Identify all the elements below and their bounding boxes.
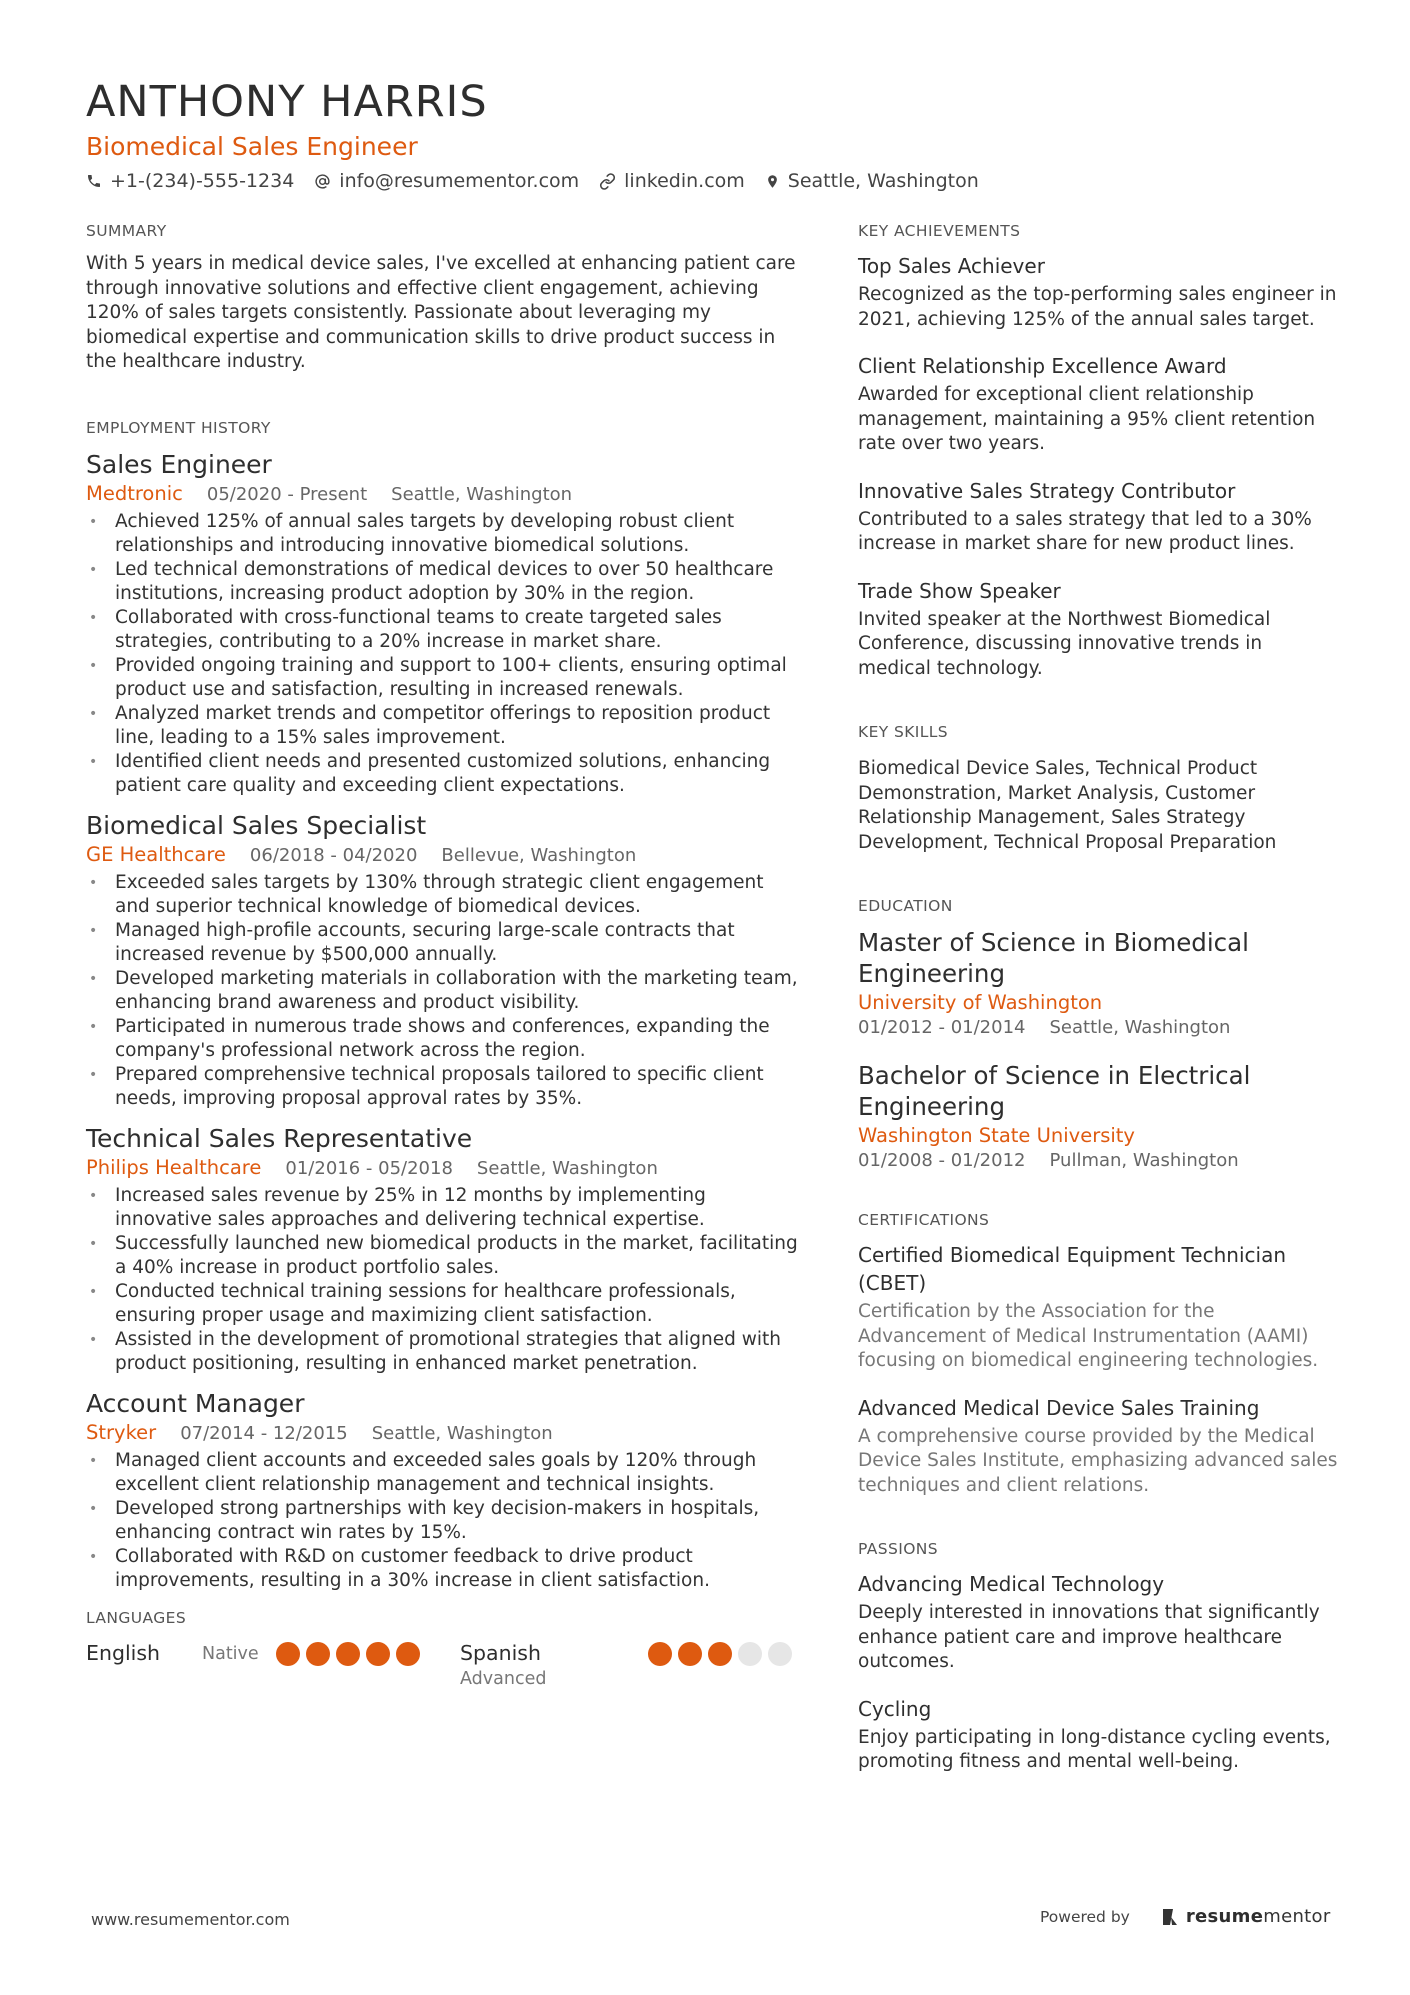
job-entry — [86, 1123, 804, 1376]
language-level: Advanced — [460, 1668, 547, 1689]
rating-dot-filled — [306, 1642, 330, 1666]
passion-title: Cycling — [858, 1696, 932, 1721]
achievement-item — [858, 477, 1338, 557]
brand-light: mentor — [1263, 1906, 1331, 1927]
bullet-item: • Conducted technical training sessions for healthcare professionals, ensuring proper usage and maximizing client satisfaction. — [86, 1280, 804, 1328]
job-company: Stryker — [86, 1420, 157, 1444]
section-label: EMPLOYMENT HISTORY — [86, 418, 271, 437]
job-company: Philips Healthcare — [86, 1155, 262, 1179]
candidate-name: ANTHONY HARRIS — [86, 77, 488, 127]
bullet-item: • Collaborated with cross-functional teams to create targeted sales strategies, contributing to a 20% increase in market share. — [86, 606, 804, 654]
education-dates: 01/2008 - 01/2012 — [858, 1150, 1026, 1171]
achievement-text: Contributed to a sales strategy that led to a 30% increase in market share for new product lines. — [858, 508, 1312, 554]
rating-dot-filled — [366, 1642, 390, 1666]
education-section — [858, 895, 1338, 1173]
education-school: Washington State University — [858, 1124, 1135, 1147]
achievement-text: Recognized as the top-performing sales engineer in 2021, achieving 125% of the annual sales target. — [858, 284, 1337, 330]
language-spanish — [460, 1639, 798, 1691]
contact-linkedin[interactable] — [599, 166, 745, 196]
resumementor-logo-icon — [1160, 1907, 1180, 1927]
employment-section — [86, 417, 804, 1593]
bullet-item: • Managed client accounts and exceeded sales goals by 120% through excellent client relationship management and technical insights. — [86, 1449, 804, 1497]
contact-linkedin-text: linkedin.com — [624, 170, 745, 192]
job-title: Biomedical Sales Specialist — [86, 810, 427, 840]
job-entry — [86, 810, 804, 1111]
rating-dots — [648, 1639, 798, 1666]
rating-dot-empty — [768, 1642, 792, 1666]
job-dates: 07/2014 - 12/2015 — [180, 1422, 348, 1444]
rating-dot-filled — [678, 1642, 702, 1666]
contact-location — [765, 166, 979, 196]
bullet-item: • Successfully launched new biomedical products in the market, facilitating a 40% increase in product portfolio sales. — [86, 1232, 804, 1280]
rating-dots — [276, 1639, 426, 1666]
education-item — [858, 927, 1338, 1040]
education-degree: Bachelor of Science in Electrical Engineering — [858, 1061, 1251, 1121]
rating-dot-filled — [648, 1642, 672, 1666]
bullet-item: • Exceeded sales targets by 130% through strategic client engagement and superior technical knowledge of biomedical devices. — [86, 871, 804, 919]
job-title: Sales Engineer — [86, 449, 272, 479]
bullet-item: • Achieved 125% of annual sales targets by developing robust client relationships and introducing innovative biomedical solutions. — [86, 510, 804, 558]
job-bullets — [86, 1184, 804, 1376]
brand-bold: resume — [1185, 1906, 1264, 1927]
link-icon — [599, 173, 616, 190]
education-location: Seattle, Washington — [1049, 1017, 1231, 1038]
job-location: Bellevue, Washington — [441, 844, 637, 866]
powered-by-label: Powered by — [1040, 1907, 1130, 1926]
resume-header — [86, 74, 1326, 196]
achievements-section — [858, 220, 1338, 681]
job-bullets — [86, 871, 804, 1111]
certification-item — [858, 1394, 1338, 1499]
achievement-title: Client Relationship Excellence Award — [858, 354, 1227, 378]
contact-bar — [86, 166, 1326, 196]
section-label: KEY SKILLS — [858, 723, 949, 741]
bullet-item: • Provided ongoing training and support to 100+ clients, ensuring optimal product use and satisfaction, resulting in increased renewals. — [86, 654, 804, 702]
achievement-item — [858, 352, 1338, 457]
summary-section — [86, 220, 804, 375]
certification-title: Certified Biomedical Equipment Technician (CBET) — [858, 1243, 1286, 1295]
summary-text: With 5 years in medical device sales, I've excelled at enhancing patient care through innovative solutions and effective client engagement, achieving 120% of sales targets consistently. Passionate about leveraging my biomedical expertise and communication skills to drive product success in the healthcare industry. — [86, 253, 796, 372]
achievement-title: Top Sales Achiever — [858, 254, 1045, 278]
education-degree: Master of Science in Biomedical Engineering — [858, 928, 1249, 988]
footer-brand — [1040, 1906, 1331, 1927]
achievement-item — [858, 252, 1338, 332]
education-school: University of Washington — [858, 991, 1103, 1014]
achievement-text: Awarded for exceptional client relationship management, maintaining a 95% client retention rate over two years. — [858, 384, 1316, 454]
skills-section — [858, 721, 1338, 855]
passion-item — [858, 1695, 1338, 1775]
section-label: CERTIFICATIONS — [858, 1211, 990, 1229]
job-location: Seattle, Washington — [391, 483, 573, 505]
job-dates: 01/2016 - 05/2018 — [285, 1157, 453, 1179]
job-title: Technical Sales Representative — [86, 1123, 473, 1153]
education-dates: 01/2012 - 01/2014 — [858, 1017, 1026, 1038]
achievement-item — [858, 577, 1338, 682]
bullet-item: • Analyzed market trends and competitor offerings to reposition product line, leading to a 15% sales improvement. — [86, 702, 804, 750]
location-pin-icon — [765, 173, 780, 190]
passions-section — [858, 1538, 1338, 1775]
language-english — [86, 1639, 460, 1667]
certification-text: A comprehensive course provided by the Medical Device Sales Institute, emphasizing advanced sales techniques and client relations. — [858, 1425, 1338, 1496]
contact-email-text: info@resumementor.com — [339, 170, 580, 192]
job-dates: 06/2018 - 04/2020 — [249, 844, 418, 866]
section-label: KEY ACHIEVEMENTS — [858, 222, 1021, 240]
language-level: Native — [202, 1643, 259, 1664]
language-name: English — [86, 1640, 161, 1665]
job-dates: 05/2020 - Present — [206, 483, 368, 505]
job-company: Medtronic — [86, 481, 183, 505]
job-entry — [86, 449, 804, 798]
skills-text: Biomedical Device Sales, Technical Product Demonstration, Market Analysis, Customer Relationship Management, Sales Strategy Development, Technical Proposal Preparation — [858, 758, 1277, 853]
section-label: LANGUAGES — [86, 1608, 187, 1627]
at-icon — [314, 173, 331, 190]
right-column — [858, 220, 1338, 1819]
passion-text: Deeply interested in innovations that significantly enhance patient care and improve healthcare outcomes. — [858, 1602, 1320, 1672]
certification-text: Certification by the Association for the Advancement of Medical Instrumentation (AAMI) focusing on biomedical engineering technologies. — [858, 1301, 1319, 1371]
bullet-item: • Managed high-profile accounts, securing large-scale contracts that increased revenue by $500,000 annually. — [86, 919, 804, 967]
job-location: Seattle, Washington — [476, 1157, 658, 1179]
job-company: GE Healthcare — [86, 842, 226, 866]
phone-icon — [86, 173, 102, 189]
achievement-title: Trade Show Speaker — [858, 578, 1061, 603]
bullet-item: • Identified client needs and presented customized solutions, enhancing patient care quality and exceeding client expectations. — [86, 750, 804, 798]
contact-email[interactable] — [314, 166, 579, 196]
education-location: Pullman, Washington — [1049, 1150, 1239, 1171]
section-label: EDUCATION — [858, 897, 953, 915]
rating-dot-empty — [738, 1642, 762, 1666]
rating-dot-filled — [336, 1642, 360, 1666]
achievement-title: Innovative Sales Strategy Contributor — [858, 478, 1236, 503]
rating-dot-filled — [276, 1642, 300, 1666]
contact-phone[interactable] — [86, 166, 294, 196]
job-bullets — [86, 1449, 804, 1593]
education-item — [858, 1060, 1338, 1173]
bullet-item: • Developed marketing materials in collaboration with the marketing team, enhancing brand awareness and product visibility. — [86, 967, 804, 1015]
bullet-item: • Developed strong partnerships with key decision-makers in hospitals, enhancing contract win rates by 15%. — [86, 1497, 804, 1545]
language-name: Spanish — [460, 1640, 541, 1665]
bullet-item: • Collaborated with R&D on customer feedback to drive product improvements, resulting in a 30% increase in client satisfaction. — [86, 1545, 804, 1593]
achievement-text: Invited speaker at the Northwest Biomedical Conference, discussing innovative trends in medical technology. — [858, 608, 1271, 679]
contact-location-text: Seattle, Washington — [787, 170, 979, 192]
bullet-item: • Assisted in the development of promotional strategies that aligned with product positioning, resulting in enhanced market penetration. — [86, 1328, 804, 1376]
bullet-item: • Participated in numerous trade shows and conferences, expanding the company's professional network across the region. — [86, 1015, 804, 1063]
bullet-item: • Prepared comprehensive technical proposals tailored to specific client needs, improving proposal approval rates by 35%. — [86, 1063, 804, 1111]
bullet-item: • Led technical demonstrations of medical devices to over 50 healthcare institutions, increasing product adoption by 30% in the region. — [86, 558, 804, 606]
contact-phone-text: +1-(234)-555-1234 — [110, 170, 295, 192]
certification-item — [858, 1241, 1338, 1374]
certification-title: Advanced Medical Device Sales Training — [858, 1395, 1260, 1420]
brand-logo[interactable] — [1160, 1906, 1331, 1927]
footer-website[interactable]: www.resumementor.com — [91, 1910, 290, 1929]
certifications-section — [858, 1209, 1338, 1498]
candidate-title: Biomedical Sales Engineer — [86, 132, 418, 161]
section-label: PASSIONS — [858, 1540, 939, 1558]
job-entry — [86, 1388, 804, 1593]
passion-item — [858, 1570, 1338, 1675]
languages-section — [86, 1607, 804, 1691]
rating-dot-filled — [396, 1642, 420, 1666]
rating-dot-filled — [708, 1642, 732, 1666]
left-column — [86, 220, 804, 1691]
job-title: Account Manager — [86, 1388, 305, 1418]
section-label: SUMMARY — [86, 222, 167, 240]
bullet-item: • Increased sales revenue by 25% in 12 months by implementing innovative sales approaches and delivering technical expertise. — [86, 1184, 804, 1232]
passion-title: Advancing Medical Technology — [858, 1572, 1165, 1596]
passion-text: Enjoy participating in long-distance cycling events, promoting fitness and mental well-being. — [858, 1726, 1331, 1772]
job-bullets — [86, 510, 804, 798]
job-location: Seattle, Washington — [371, 1422, 553, 1444]
